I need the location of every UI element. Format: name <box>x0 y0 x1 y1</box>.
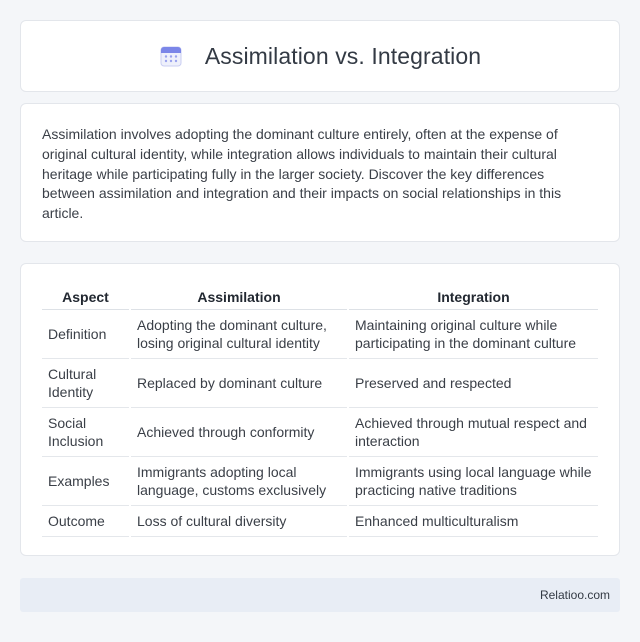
table-row <box>42 310 598 359</box>
title-card <box>20 20 620 92</box>
table-row <box>42 457 598 506</box>
intro-paragraph: Assimilation involves adopting the dominant culture entirely, often at the expense of original cultural identity, while integration allows individuals to maintain their cultural heritage while participating fully in the larger society. Discover the key differences between assimilation and integration and their impacts on social relationships in this article. <box>42 126 562 222</box>
footer <box>20 578 620 612</box>
table-row <box>42 506 598 537</box>
row-aspect: Examples <box>42 457 129 506</box>
column-header-aspect: Aspect <box>42 284 129 310</box>
row-integration: Preserved and respected <box>349 359 598 408</box>
table-row <box>42 359 598 408</box>
footer-brand-link[interactable]: Relatioo.com <box>539 588 610 602</box>
intro-card <box>20 103 620 242</box>
row-integration: Enhanced multiculturalism <box>349 506 598 537</box>
comparison-card <box>20 263 620 556</box>
column-header-integration: Integration <box>349 284 598 310</box>
calendar-icon <box>159 44 183 68</box>
row-assimilation: Immigrants adopting local language, customs exclusively <box>131 457 347 506</box>
row-aspect: Outcome <box>42 506 129 537</box>
comparison-table <box>40 284 600 537</box>
row-assimilation: Adopting the dominant culture, losing original cultural identity <box>131 310 347 359</box>
row-integration: Achieved through mutual respect and interaction <box>349 408 598 457</box>
row-integration: Immigrants using local language while practicing native traditions <box>349 457 598 506</box>
row-integration: Maintaining original culture while participating in the dominant culture <box>349 310 598 359</box>
row-aspect: Cultural Identity <box>42 359 129 408</box>
row-assimilation: Achieved through conformity <box>131 408 347 457</box>
column-header-assimilation: Assimilation <box>131 284 347 310</box>
row-assimilation: Replaced by dominant culture <box>131 359 347 408</box>
table-row <box>42 408 598 457</box>
title-wrap <box>159 43 481 70</box>
row-assimilation: Loss of cultural diversity <box>131 506 347 537</box>
row-aspect: Social Inclusion <box>42 408 129 457</box>
page-title: Assimilation vs. Integration <box>204 42 482 69</box>
table-header-row <box>42 284 598 310</box>
row-aspect: Definition <box>42 310 129 359</box>
